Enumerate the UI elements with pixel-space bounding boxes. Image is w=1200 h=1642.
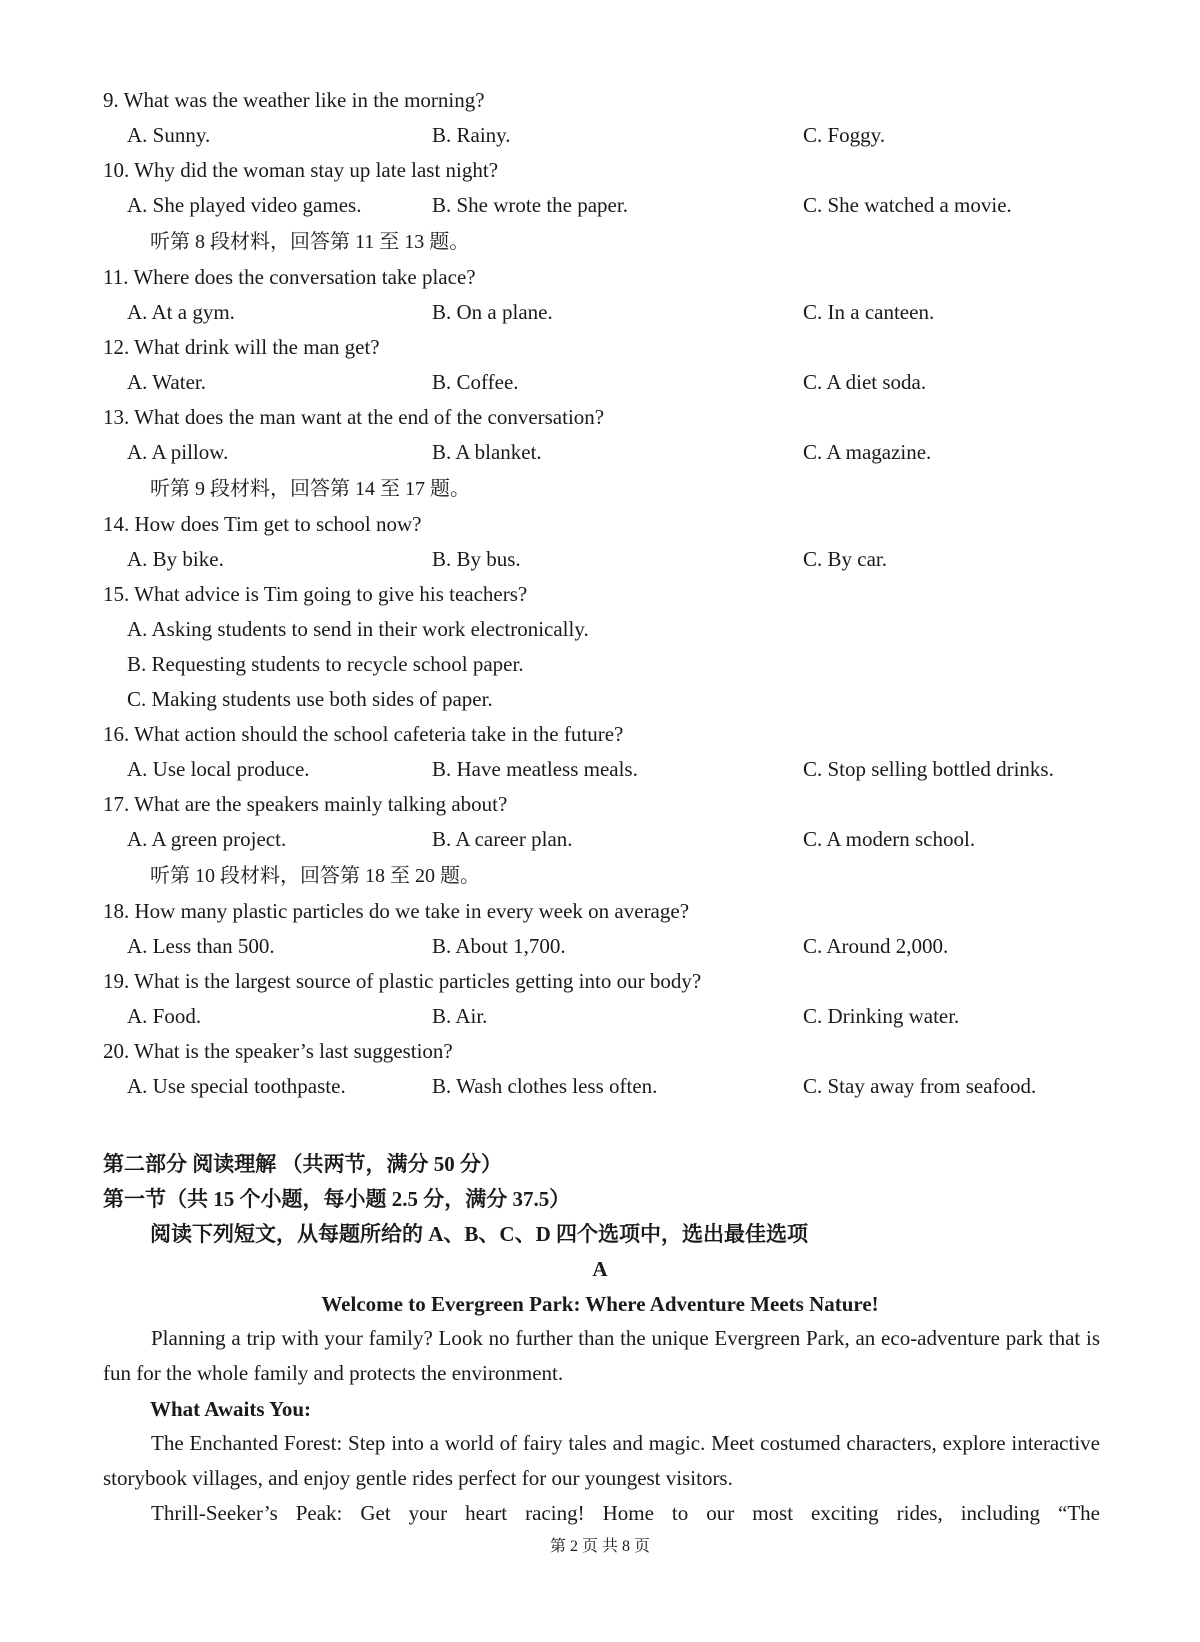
option-a: A. She played video games. bbox=[127, 193, 362, 217]
question-11: 11. Where does the conversation take place? bbox=[103, 265, 476, 289]
what-awaits-heading: What Awaits You: bbox=[150, 1397, 312, 1421]
question-17: 17. What are the speakers mainly talking about? bbox=[103, 792, 508, 816]
option-b: B. A career plan. bbox=[432, 827, 573, 851]
part2-heading: 第二部分 阅读理解 （共两节，满分 50 分） bbox=[103, 1152, 502, 1176]
question-20: 20. What is the speaker’s last suggestion? bbox=[103, 1039, 453, 1063]
option-b: B. About 1,700. bbox=[432, 934, 566, 958]
reading-instruction: 阅读下列短文，从每题所给的 A、B、C、D 四个选项中，选出最佳选项 bbox=[150, 1222, 809, 1246]
passage-letter: A bbox=[592, 1257, 608, 1281]
section-8-instruction: 听第 8 段材料，回答第 11 至 13 题。 bbox=[150, 231, 470, 253]
passage-title: Welcome to Evergreen Park: Where Adventure Meets Nature! bbox=[321, 1292, 879, 1316]
question-12: 12. What drink will the man get? bbox=[103, 335, 380, 359]
option-b: B. Rainy. bbox=[432, 123, 511, 147]
option-c: C. Stop selling bottled drinks. bbox=[803, 757, 1054, 781]
option-a: A. By bike. bbox=[127, 547, 224, 571]
question-19: 19. What is the largest source of plastic particles getting into our body? bbox=[103, 969, 702, 993]
option-b: B. Have meatless meals. bbox=[432, 757, 638, 781]
question-18: 18. How many plastic particles do we take in every week on average? bbox=[103, 899, 690, 923]
option-b: B. A blanket. bbox=[432, 440, 542, 464]
option-a: A. Asking students to send in their work electronically. bbox=[127, 617, 589, 641]
option-c: C. Stay away from seafood. bbox=[803, 1074, 1037, 1098]
option-b: B. She wrote the paper. bbox=[432, 193, 628, 217]
option-c: C. By car. bbox=[803, 547, 887, 571]
option-b: B. Air. bbox=[432, 1004, 488, 1028]
page-footer: 第 2 页 共 8 页 bbox=[549, 1538, 650, 1555]
question-14: 14. How does Tim get to school now? bbox=[103, 512, 422, 536]
option-b: B. Wash clothes less often. bbox=[432, 1074, 658, 1098]
option-c: C. In a canteen. bbox=[803, 300, 935, 324]
option-b: B. Coffee. bbox=[432, 370, 519, 394]
option-c: C. A diet soda. bbox=[803, 370, 927, 394]
option-a: A. Less than 500. bbox=[127, 934, 275, 958]
option-c: C. Foggy. bbox=[803, 123, 886, 147]
question-13: 13. What does the man want at the end of the conversation? bbox=[103, 405, 605, 429]
option-c: C. Drinking water. bbox=[803, 1004, 960, 1028]
passage-paragraph-3 bbox=[103, 1496, 1100, 1531]
paragraph-text: Thrill-Seeker’s Peak: Get your heart racing! Home to our most exciting rides, including “The bbox=[151, 1501, 1100, 1525]
option-a: A. Water. bbox=[127, 370, 206, 394]
option-b: B. Requesting students to recycle school paper. bbox=[127, 652, 524, 676]
option-a: A. At a gym. bbox=[127, 300, 235, 324]
question-10: 10. Why did the woman stay up late last night? bbox=[103, 158, 499, 182]
section-10-instruction: 听第 10 段材料，回答第 18 至 20 题。 bbox=[150, 865, 480, 887]
section-9-instruction: 听第 9 段材料，回答第 14 至 17 题。 bbox=[150, 478, 470, 500]
paragraph-text: The Enchanted Forest: Step into a world of fairy tales and magic. Meet costumed characters, explore interactive storybook villages, and enjoy gentle rides perfect for our youngest visitors. bbox=[103, 1431, 1100, 1490]
option-a: A. Use special toothpaste. bbox=[127, 1074, 346, 1098]
passage-paragraph-2 bbox=[103, 1426, 1100, 1496]
passage-paragraph-1 bbox=[103, 1321, 1100, 1391]
option-b: B. On a plane. bbox=[432, 300, 553, 324]
option-c: C. A magazine. bbox=[803, 440, 932, 464]
option-b: B. By bus. bbox=[432, 547, 521, 571]
question-15: 15. What advice is Tim going to give his teachers? bbox=[103, 582, 528, 606]
option-c: C. She watched a movie. bbox=[803, 193, 1012, 217]
option-a: A. Food. bbox=[127, 1004, 202, 1028]
option-c: C. Making students use both sides of paper. bbox=[127, 687, 493, 711]
option-c: C. Around 2,000. bbox=[803, 934, 949, 958]
option-c: C. A modern school. bbox=[803, 827, 976, 851]
question-16: 16. What action should the school cafeteria take in the future? bbox=[103, 722, 624, 746]
option-a: A. A pillow. bbox=[127, 440, 229, 464]
paragraph-text: Planning a trip with your family? Look no further than the unique Evergreen Park, an eco-adventure park that is fun for the whole family and protects the environment. bbox=[103, 1326, 1100, 1385]
section1-heading: 第一节（共 15 个小题，每小题 2.5 分，满分 37.5） bbox=[103, 1187, 571, 1211]
option-a: A. A green project. bbox=[127, 827, 287, 851]
option-a: A. Sunny. bbox=[127, 123, 211, 147]
option-a: A. Use local produce. bbox=[127, 757, 310, 781]
question-9: 9. What was the weather like in the morning? bbox=[103, 88, 485, 112]
